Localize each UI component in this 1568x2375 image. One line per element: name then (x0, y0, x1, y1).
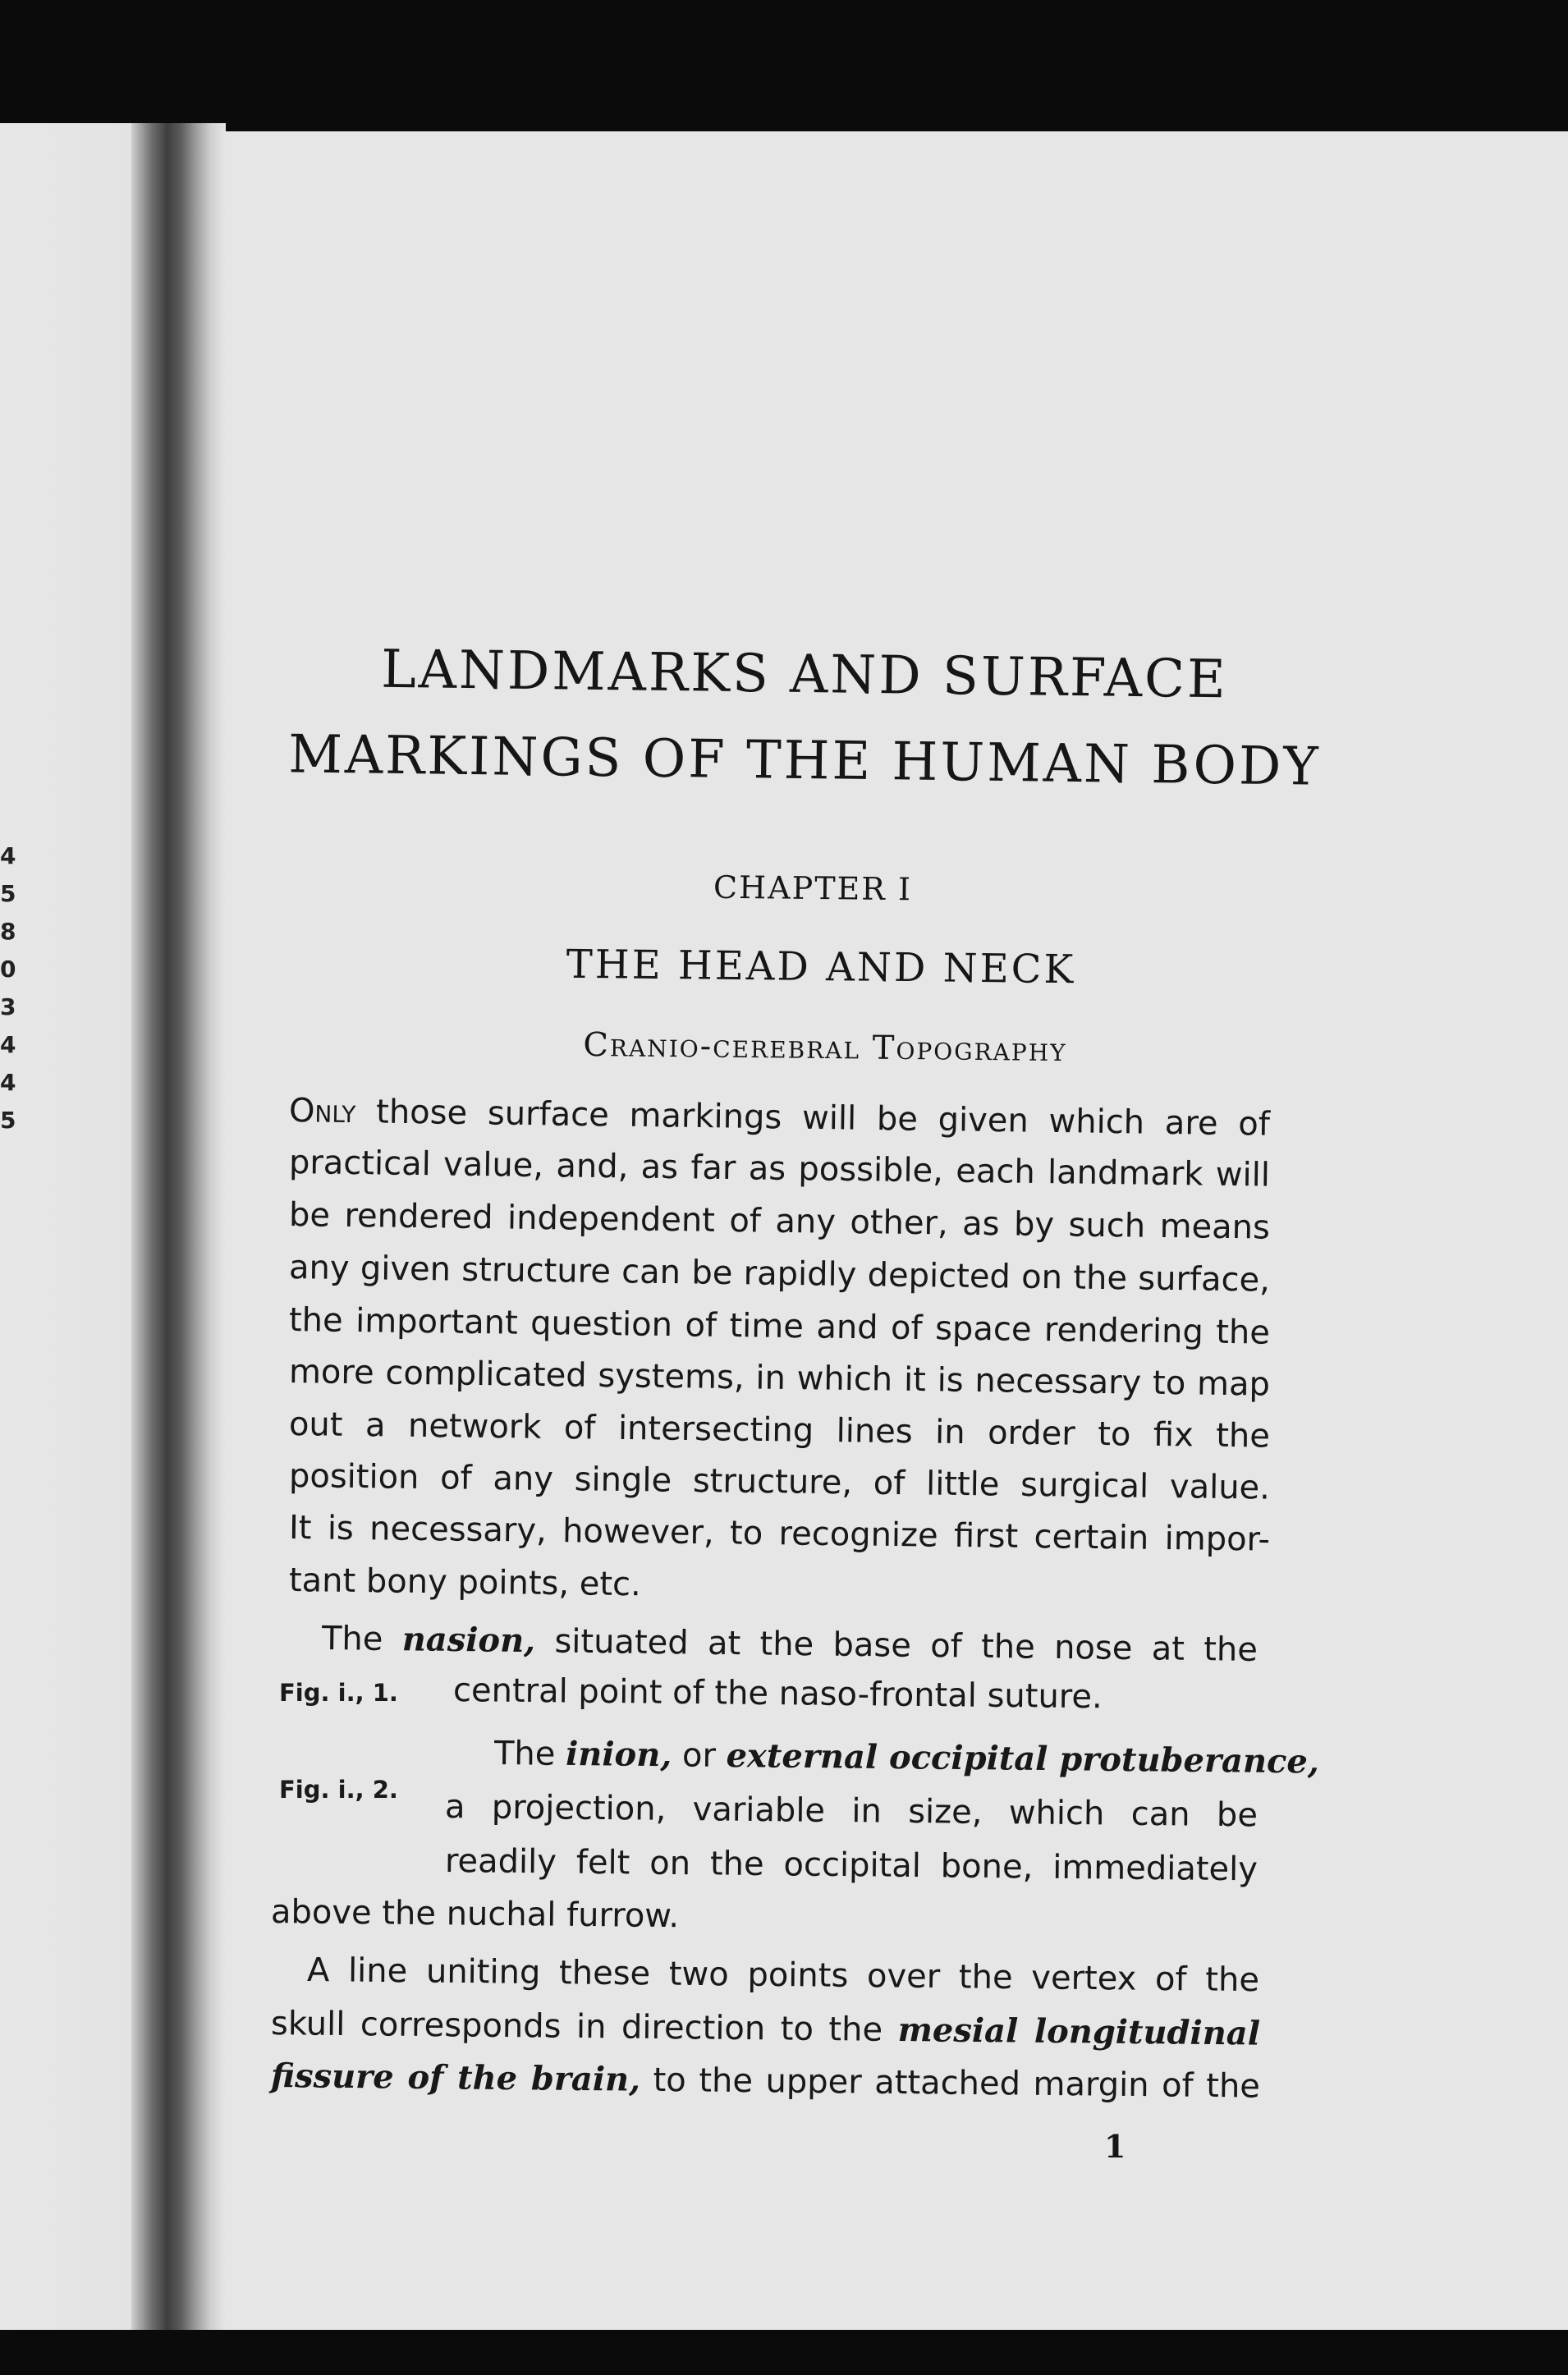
line-text: the important question of time and of space rendering the (288, 1301, 1271, 1352)
line-text: position of any single structure, of little surgical value. (288, 1457, 1271, 1507)
line-text: be rendered independent of any other, as by such means (288, 1196, 1271, 1247)
subsection-heading: Cranio-cerebral Topography (583, 1025, 1067, 1070)
page-number: 1 (1104, 2128, 1126, 2165)
edge-char: 8 (0, 918, 16, 945)
term-inion: inion, (565, 1734, 672, 1775)
edge-char: 4 (0, 842, 16, 869)
line-text: practical value, and, as far as possible, each landmark will (288, 1144, 1271, 1194)
lead-word: Only (288, 1092, 356, 1131)
edge-char: 4 (0, 1069, 16, 1096)
line-text: It is necessary, however, to recognize first certain impor- (288, 1509, 1271, 1559)
section-heading: THE HEAD AND NECK (566, 941, 1076, 993)
line-text: more complicated systems, in which it is necessary to map (288, 1353, 1271, 1404)
term-mesial-longitudinal: mesial longitudinal (897, 2010, 1261, 2053)
line-text: a projection, variable in size, which can be (444, 1788, 1259, 1835)
figure-reference-2: Fig. i., 2. (279, 1776, 398, 1804)
line-text: The (321, 1620, 403, 1659)
line-text: The (493, 1735, 566, 1773)
line-text: to the upper attached margin of the (640, 2061, 1261, 2106)
term-external-occipital-protuberance: external occipital protuberance, (726, 1735, 1320, 1781)
line-text: readily felt on the occipital bone, immediately (444, 1842, 1259, 1889)
text-line (493, 1734, 1320, 1781)
line-text: those surface markings will be given which are of (355, 1093, 1271, 1144)
line-text: A line uniting these two points over the vertex of the (306, 1951, 1260, 2000)
edge-char: 5 (0, 880, 16, 907)
book-title-line-1: LANDMARKS AND SURFACE (380, 639, 1229, 711)
line-text: or (672, 1736, 727, 1775)
edge-char: 3 (0, 993, 16, 1020)
edge-char: 0 (0, 956, 16, 983)
line-text: tant bony points, etc. (288, 1561, 642, 1604)
book-title-line-2: MARKINGS OF THE HUMAN BODY (287, 724, 1322, 798)
line-text: above the nuchal furrow. (270, 1893, 680, 1936)
edge-char: 5 (0, 1107, 16, 1134)
line-text: any given structure can be rapidly depicted on the surface, (288, 1249, 1271, 1300)
edge-char: 4 (0, 1031, 16, 1058)
chapter-heading: CHAPTER I (713, 869, 913, 908)
line-text: out a network of intersecting lines in order to fix the (288, 1405, 1271, 1456)
line-text: central point of the naso-frontal suture. (452, 1671, 1103, 1717)
facing-page-edge-text (0, 837, 25, 1139)
line-text: situated at the base of the nose at the (534, 1622, 1259, 1669)
scan-border (0, 2330, 1568, 2375)
figure-reference-1: Fig. i., 1. (279, 1679, 398, 1707)
line-text: skull corresponds in direction to the (270, 2005, 898, 2049)
term-fissure-of-the-brain: fissure of the brain, (270, 2056, 641, 2099)
book-gutter (131, 123, 226, 2331)
term-nasion: nasion, (401, 1620, 536, 1661)
